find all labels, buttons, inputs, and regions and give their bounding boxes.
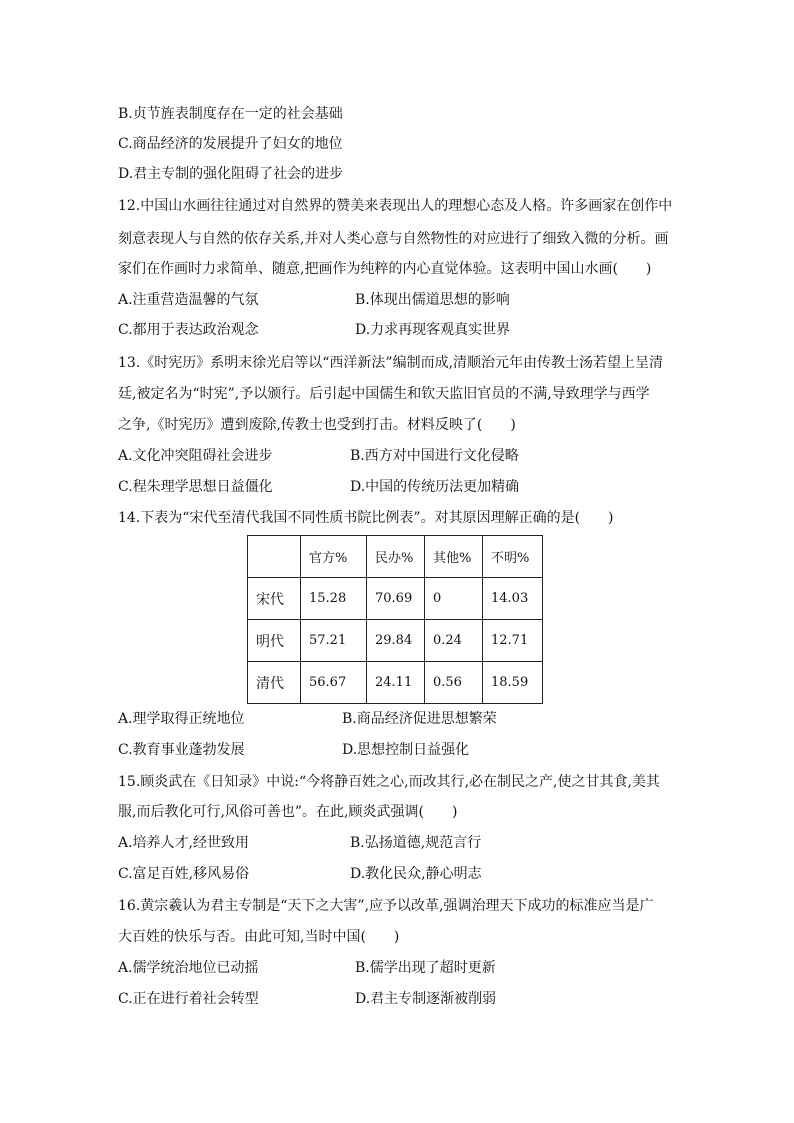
table-cell: 12.71 xyxy=(483,620,543,662)
table-cell: 24.11 xyxy=(367,662,425,704)
q11-option-d: D.君主专制的强化阻碍了社会的进步 xyxy=(118,166,344,182)
q13-stem-line-2: 廷,被定名为“时宪”,予以颁行。后引起中国儒生和钦天监旧官员的不满,导致理学与西学 xyxy=(118,386,650,402)
q13-option-b: B.西方对中国进行文化侵略 xyxy=(350,448,519,464)
table-cell: 0.24 xyxy=(425,620,483,662)
q14-data-table xyxy=(247,535,543,704)
q13-option-a: A.文化冲突阻碍社会进步 xyxy=(118,448,273,464)
q15-option-c: C.富足百姓,移风易俗 xyxy=(118,866,250,882)
table-cell: 57.21 xyxy=(301,620,367,662)
table-cell: 70.69 xyxy=(367,578,425,620)
table-header-cell: 其他% xyxy=(425,536,483,578)
table-cell: 56.67 xyxy=(301,662,367,704)
table-cell: 宋代 xyxy=(248,578,301,620)
table-row xyxy=(248,620,543,662)
table-cell: 明代 xyxy=(248,620,301,662)
q12-option-a: A.注重营造温馨的气氛 xyxy=(118,292,259,308)
q12-stem-line-2: 刻意表现人与自然的依存关系,并对人类心意与自然物性的对应进行了细致入微的分析。画 xyxy=(118,231,669,247)
q13-option-c: C.程朱理学思想日益僵化 xyxy=(118,479,273,495)
q13-stem-line-3: 之争,《时宪历》遭到废除,传教士也受到打击。材料反映了( ) xyxy=(118,417,516,433)
table-cell: 29.84 xyxy=(367,620,425,662)
q12-stem-line-3: 家们在作画时力求简单、随意,把画作为纯粹的内心直觉体验。这表明中国山水画( ) xyxy=(118,261,652,277)
q16-stem-line-2: 大百姓的快乐与否。由此可知,当时中国( ) xyxy=(118,929,400,945)
q12-option-b: B.体现出儒道思想的影响 xyxy=(355,292,510,308)
q16-option-a: A.儒学统治地位已动摇 xyxy=(118,960,259,976)
q16-option-d: D.君主专制逐渐被削弱 xyxy=(355,991,497,1007)
q13-option-d: D.中国的传统历法更加精确 xyxy=(350,479,520,495)
q14-option-d: D.思想控制日益强化 xyxy=(342,742,470,758)
q15-option-a: A.培养人才,经世致用 xyxy=(118,835,250,851)
q15-stem-line-2: 服,而后教化可行,风俗可善也”。在此,顾炎武强调( ) xyxy=(118,804,458,820)
table-row xyxy=(248,578,543,620)
q15-stem-line-1: 15.顾炎武在《日知录》中说:“今将静百姓之心,而改其行,必在制民之产,使之甘其食,美其 xyxy=(118,774,660,790)
q14-option-c: C.教育事业蓬勃发展 xyxy=(118,742,245,758)
q14-option-b: B.商品经济促进思想繁荣 xyxy=(342,711,497,727)
table-cell: 14.03 xyxy=(483,578,543,620)
table-row xyxy=(248,662,543,704)
table-cell: 0 xyxy=(425,578,483,620)
table-header-cell: 民办% xyxy=(367,536,425,578)
q16-option-b: B.儒学出现了超时更新 xyxy=(355,960,496,976)
table-header-cell: 官方% xyxy=(301,536,367,578)
table-cell: 0.56 xyxy=(425,662,483,704)
q13-stem-line-1: 13.《时宪历》系明末徐光启等以“西洋新法”编制而成,清顺治元年由传教士汤若望上呈清 xyxy=(118,355,664,371)
q12-option-d: D.力求再现客观真实世界 xyxy=(355,322,511,338)
q11-option-b: B.贞节旌表制度存在一定的社会基础 xyxy=(118,106,343,122)
table-cell: 18.59 xyxy=(483,662,543,704)
q12-option-c: C.都用于表达政治观念 xyxy=(118,322,259,338)
q14-option-a: A.理学取得正统地位 xyxy=(118,711,245,727)
table-cell: 15.28 xyxy=(301,578,367,620)
q15-option-d: D.教化民众,静心明志 xyxy=(350,866,482,882)
q11-option-c: C.商品经济的发展提升了妇女的地位 xyxy=(118,136,343,152)
table-header-cell xyxy=(248,536,301,578)
q16-option-c: C.正在进行着社会转型 xyxy=(118,991,259,1007)
table-header-cell: 不明% xyxy=(483,536,543,578)
table-cell: 清代 xyxy=(248,662,301,704)
table-header-row xyxy=(248,536,543,578)
q12-stem-line-1: 12.中国山水画往往通过对自然界的赞美来表现出人的理想心态及人格。许多画家在创作中 xyxy=(118,198,673,214)
q15-option-b: B.弘扬道德,规范言行 xyxy=(350,835,482,851)
q16-stem-line-1: 16.黄宗羲认为君主专制是“天下之大害”,应予以改革,强调治理天下成功的标准应当是广 xyxy=(118,898,654,914)
q14-stem: 14.下表为“宋代至清代我国不同性质书院比例表”。对其原因理解正确的是( ) xyxy=(118,510,614,526)
